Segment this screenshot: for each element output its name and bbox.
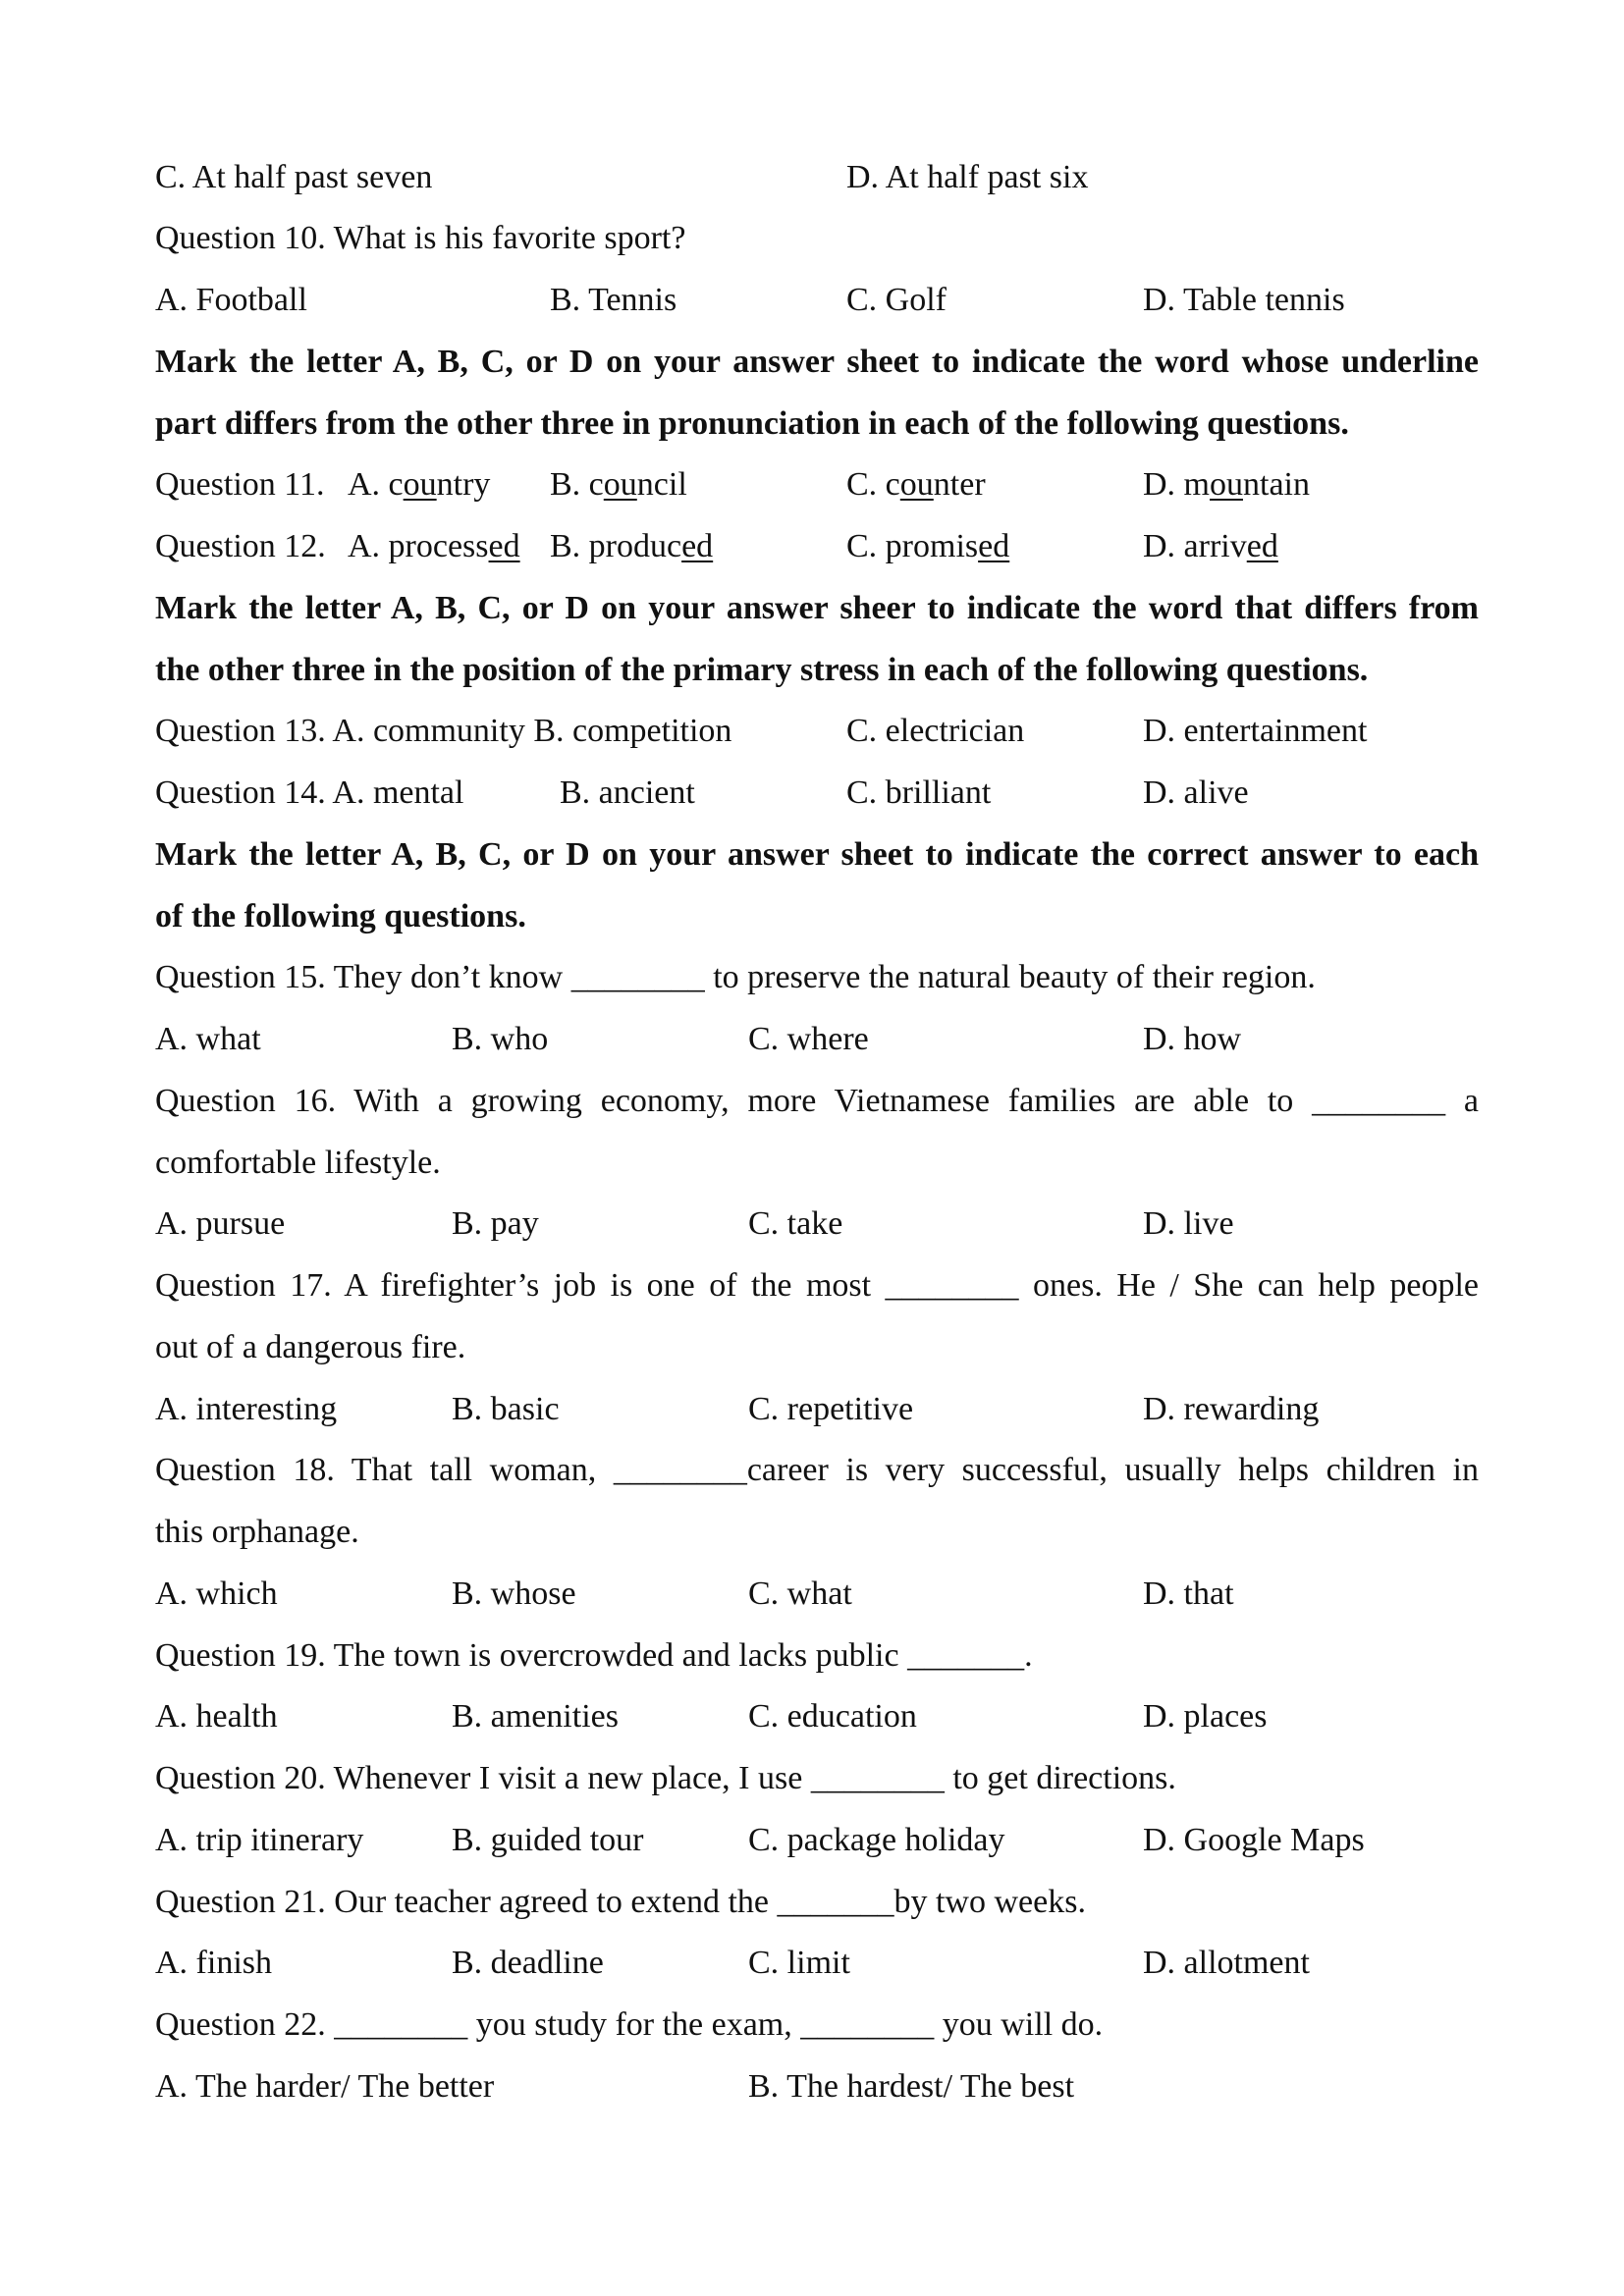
q14-option-a: Question 14. A. mental	[155, 774, 464, 811]
q22-stem: Question 22. ________ you study for the exam, ________ you will do.	[155, 2006, 1104, 2043]
q21-option-a: A. finish	[155, 1945, 272, 1981]
q14-option-c: C. brilliant	[846, 774, 992, 811]
instruction-pronunciation-line2: part differs from the other three in pronunciation in each of the following questions.	[155, 405, 1349, 442]
q10-option-b: B. Tennis	[550, 282, 677, 318]
q19-option-c: C. education	[748, 1698, 917, 1735]
q11-option-a: A. country	[348, 466, 491, 503]
instruction-stress-line1: Mark the letter A, B, C, or D on your answer sheer to indicate the word that differs from	[155, 590, 1479, 626]
q10-option-a: A. Football	[155, 282, 307, 318]
q10-option-d: D. Table tennis	[1143, 282, 1345, 318]
q18-option-d: D. that	[1143, 1575, 1234, 1612]
q21-option-b: B. deadline	[452, 1945, 604, 1981]
q19-option-b: B. amenities	[452, 1698, 619, 1735]
q13-options-ab: Question 13. A. community B. competition	[155, 713, 732, 749]
q21-stem: Question 21. Our teacher agreed to extend the _______by two weeks.	[155, 1884, 1086, 1920]
q15-option-c: C. where	[748, 1021, 869, 1057]
q10-stem: Question 10. What is his favorite sport?	[155, 220, 686, 256]
q16-stem-line1: Question 16. With a growing economy, more Vietnamese families are able to ________ a	[155, 1083, 1479, 1119]
q11-option-c: C. counter	[846, 466, 986, 503]
q18-stem-line1: Question 18. That tall woman, ________career is very successful, usually helps children in	[155, 1452, 1479, 1488]
q12-option-b: B. produced	[550, 528, 714, 564]
q18-option-c: C. what	[748, 1575, 852, 1612]
q22-option-a: A. The harder/ The better	[155, 2068, 495, 2105]
q15-option-a: A. what	[155, 1021, 261, 1057]
q12-option-d: D. arrived	[1143, 528, 1278, 564]
q17-option-d: D. rewarding	[1143, 1391, 1320, 1427]
q16-option-b: B. pay	[452, 1205, 539, 1242]
q17-option-b: B. basic	[452, 1391, 560, 1427]
instruction-stress-line2: the other three in the position of the primary stress in each of the following questions.	[155, 652, 1369, 688]
q19-stem: Question 19. The town is overcrowded and lacks public _______.	[155, 1637, 1033, 1674]
q21-option-c: C. limit	[748, 1945, 850, 1981]
q16-stem-line2: comfortable lifestyle.	[155, 1145, 441, 1181]
q18-stem-line2: this orphanage.	[155, 1514, 359, 1550]
q15-stem: Question 15. They don’t know ________ to preserve the natural beauty of their region.	[155, 959, 1316, 995]
q17-stem-line1: Question 17. A firefighter’s job is one of the most ________ ones. He / She can help people	[155, 1267, 1479, 1304]
q11-option-b: B. council	[550, 466, 687, 503]
q17-option-c: C. repetitive	[748, 1391, 914, 1427]
q14-option-b: B. ancient	[560, 774, 695, 811]
instruction-correct-answer-line1: Mark the letter A, B, C, or D on your answer sheet to indicate the correct answer to each	[155, 836, 1479, 873]
q17-stem-line2: out of a dangerous fire.	[155, 1329, 466, 1365]
q12-option-a: A. processed	[348, 528, 520, 564]
q17-option-a: A. interesting	[155, 1391, 338, 1427]
instruction-correct-answer-line2: of the following questions.	[155, 898, 526, 934]
q12-label: Question 12.	[155, 528, 326, 564]
q21-option-d: D. allotment	[1143, 1945, 1310, 1981]
q20-option-a: A. trip itinerary	[155, 1822, 364, 1858]
q20-option-d: D. Google Maps	[1143, 1822, 1365, 1858]
instruction-pronunciation-line1: Mark the letter A, B, C, or D on your answer sheet to indicate the word whose underline	[155, 344, 1479, 380]
q15-option-b: B. who	[452, 1021, 549, 1057]
q20-stem: Question 20. Whenever I visit a new place, I use ________ to get directions.	[155, 1760, 1176, 1796]
q9-option-c: C. At half past seven	[155, 159, 433, 195]
q18-option-b: B. whose	[452, 1575, 576, 1612]
q20-option-b: B. guided tour	[452, 1822, 644, 1858]
q14-option-d: D. alive	[1143, 774, 1249, 811]
q19-option-d: D. places	[1143, 1698, 1268, 1735]
q13-option-c: C. electrician	[846, 713, 1025, 749]
q20-option-c: C. package holiday	[748, 1822, 1005, 1858]
q19-option-a: A. health	[155, 1698, 278, 1735]
q11-option-d: D. mountain	[1143, 466, 1310, 503]
q16-option-d: D. live	[1143, 1205, 1234, 1242]
q9-option-d: D. At half past six	[846, 159, 1089, 195]
q15-option-d: D. how	[1143, 1021, 1242, 1057]
q10-option-c: C. Golf	[846, 282, 947, 318]
q22-option-b: B. The hardest/ The best	[748, 2068, 1075, 2105]
q11-label: Question 11.	[155, 466, 325, 503]
q18-option-a: A. which	[155, 1575, 278, 1612]
q13-option-d: D. entertainment	[1143, 713, 1368, 749]
q16-option-c: C. take	[748, 1205, 843, 1242]
q16-option-a: A. pursue	[155, 1205, 286, 1242]
q12-option-c: C. promised	[846, 528, 1010, 564]
